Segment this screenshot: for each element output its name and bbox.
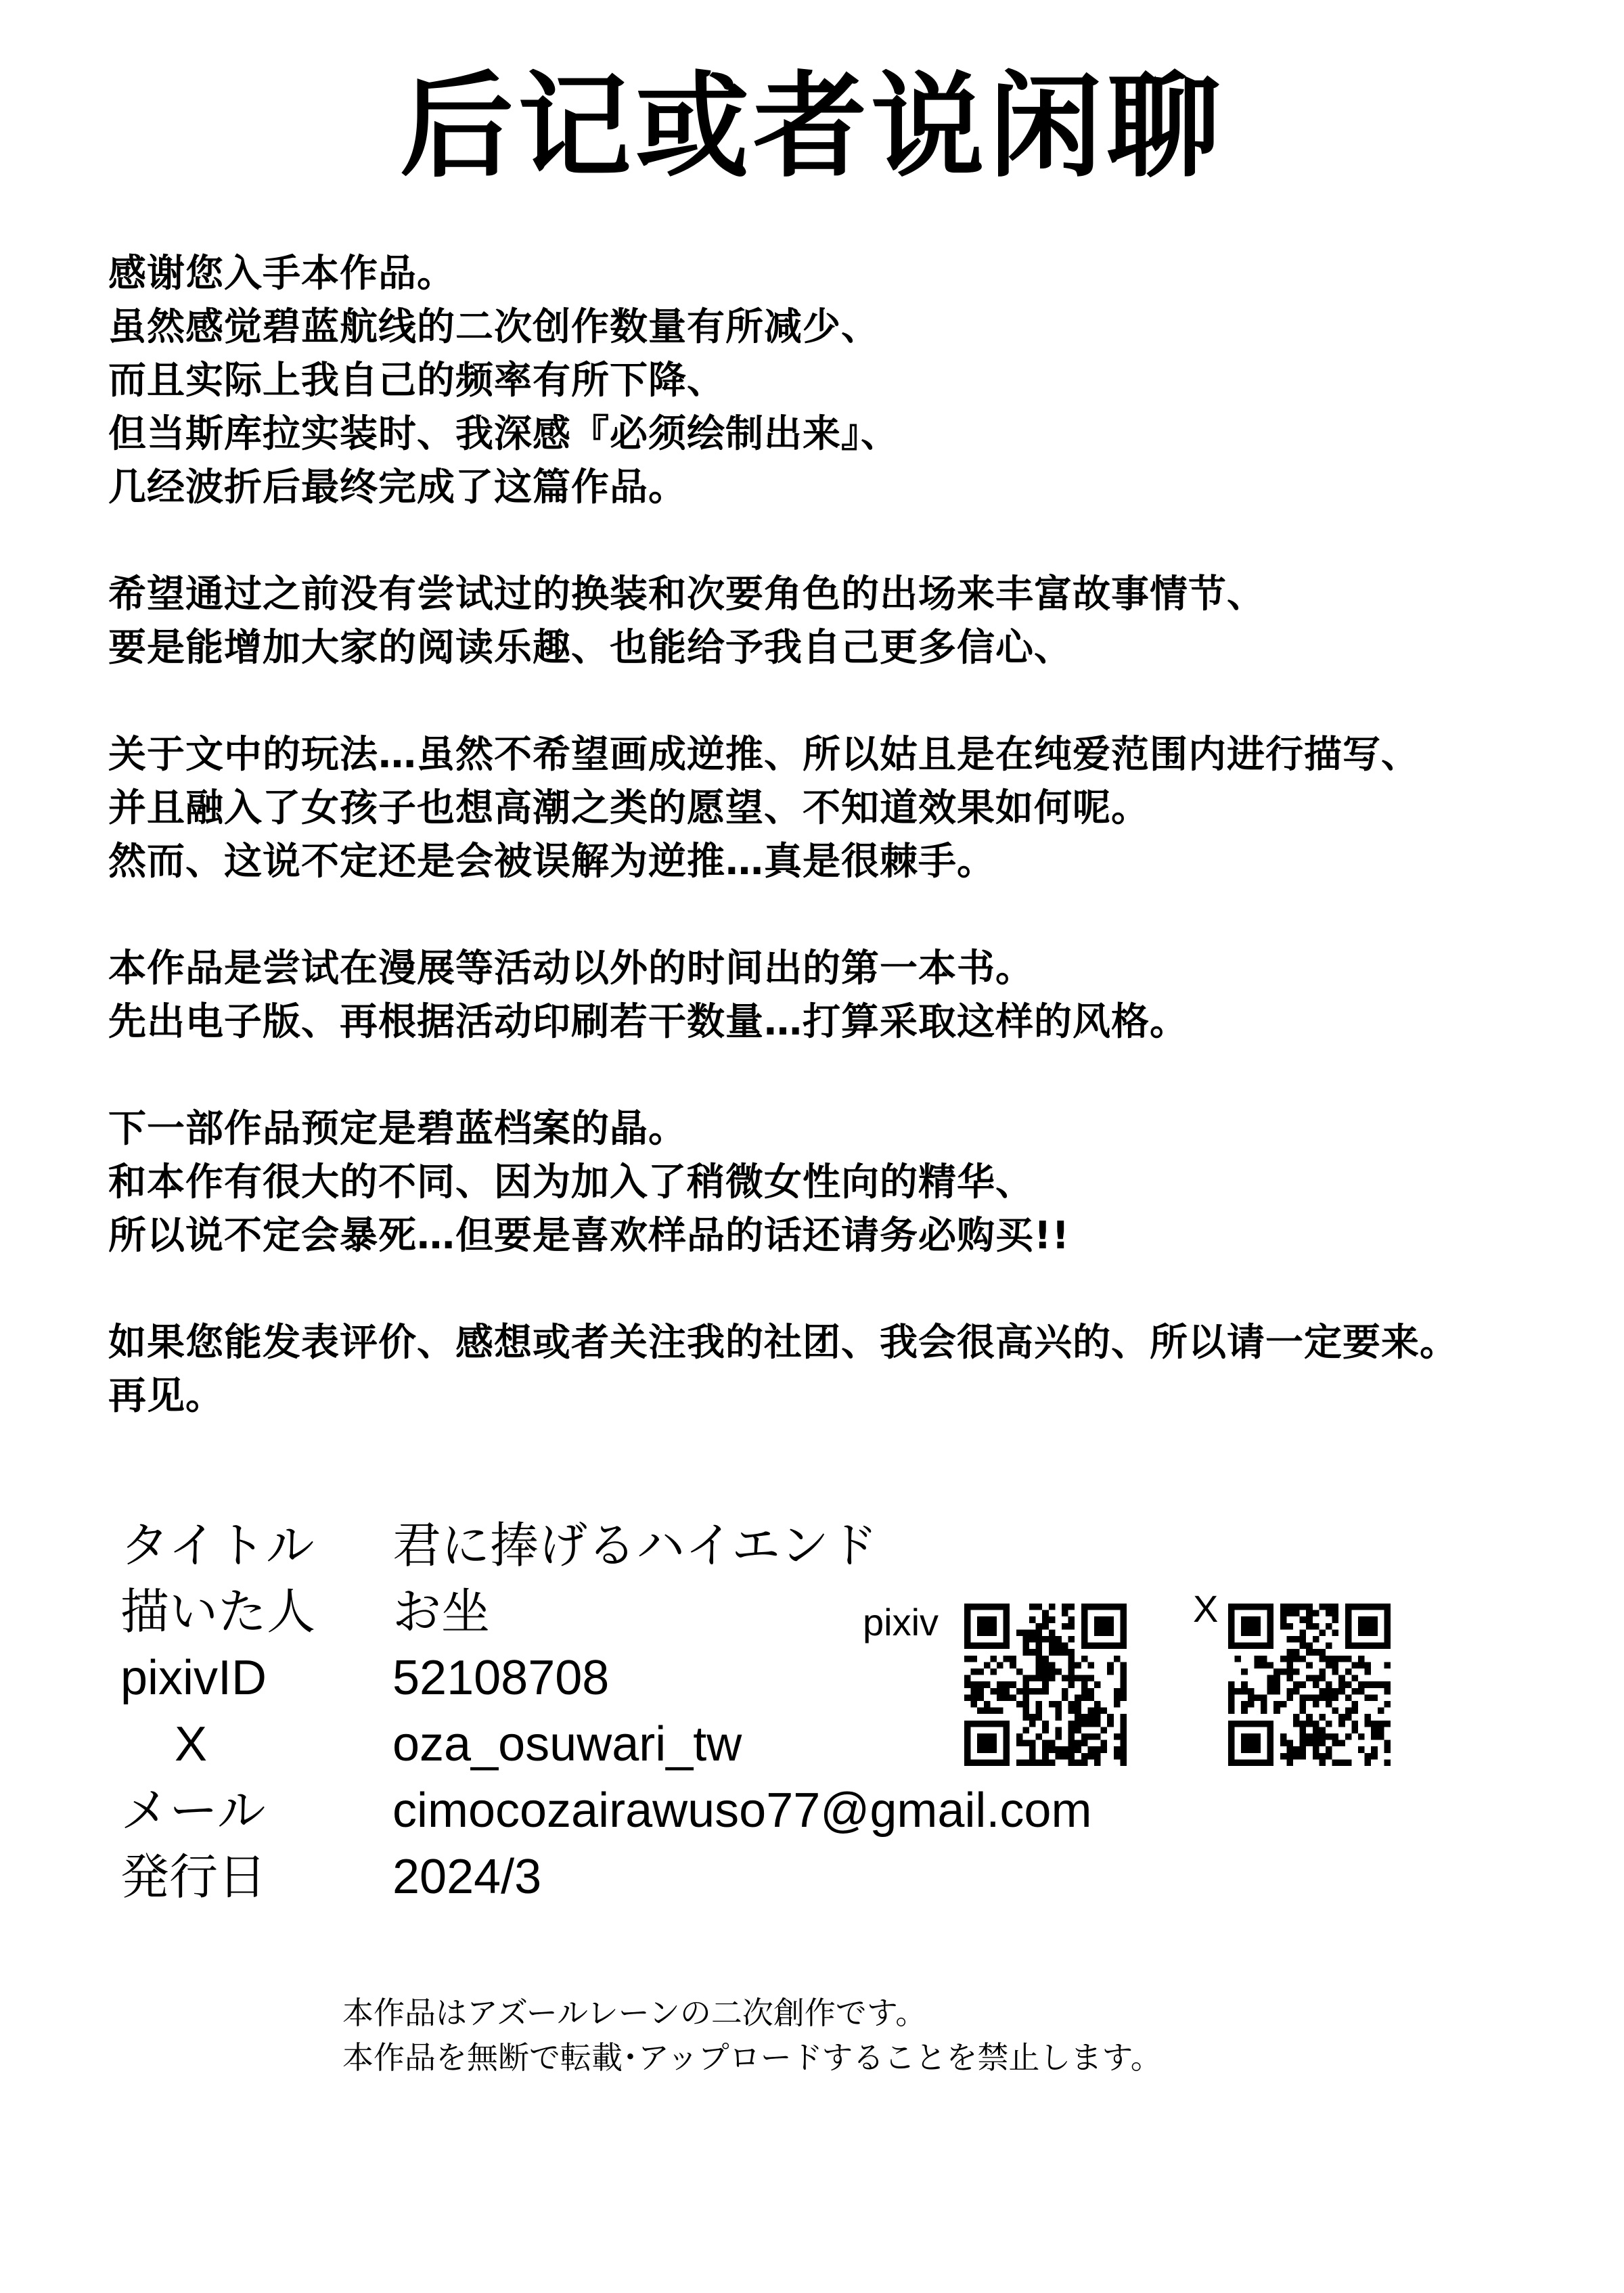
title-label: タイトル: [120, 1517, 315, 1574]
paragraph-line: 但当斯库拉实装时、我深感『必须绘制出来』、: [108, 412, 899, 456]
paragraph: [108, 1102, 1617, 1263]
paragraph-line: 要是能增加大家的阅读乐趣、也能给予我自己更多信心、: [108, 626, 1073, 670]
paragraph: [108, 942, 1617, 1049]
pixiv-id-value: 52108708: [392, 1651, 610, 1705]
x-handle-value: oza_osuwari_tw: [392, 1717, 742, 1771]
pixiv-id-label: pixivID: [120, 1651, 267, 1705]
paragraph-line: 和本作有很大的不同、因为加入了稍微女性向的精华、: [108, 1160, 1034, 1204]
paragraph-line: 先出电子版、再根据活动印刷若干数量…打算采取这样的风格。: [108, 1000, 1188, 1044]
paragraph-line: 并且融入了女孩子也想高潮之类的愿望、不知道效果如何呢。: [108, 786, 1150, 830]
paragraph-line: 再见。: [108, 1374, 224, 1418]
mail-value: cimocozairawuso77@gmail.com: [392, 1784, 1092, 1838]
paragraph-spacer: [108, 675, 1617, 728]
paragraph-line: 然而、这说不定还是会被误解为逆推…真是很棘手。: [108, 840, 995, 884]
afterword-body: [108, 247, 1617, 1423]
title-value: 君に捧げるハイエンド: [392, 1517, 878, 1574]
paragraph-line: 下一部作品预定是碧蓝档案的晶。: [108, 1107, 687, 1151]
qr-code-icon[interactable]: [1228, 1604, 1391, 1766]
paragraph-spacer: [108, 888, 1617, 942]
paragraph-line: 所以说不定会暴死…但要是喜欢样品的话还请务必购买!!: [108, 1214, 1070, 1258]
paragraph-line: 关于文中的玩法…虽然不希望画成逆推、所以姑且是在纯爱范围内进行描写、: [108, 733, 1420, 777]
notice-line: 本作品はアズールレーンの二次創作です。: [342, 1995, 927, 2031]
qr-label-pixiv: pixiv: [863, 1601, 939, 1643]
paragraph-line: 希望通过之前没有尝试过的换装和次要角色的出场来丰富故事情节、: [108, 572, 1265, 616]
paragraph-line: 如果您能发表评价、感想或者关注我的社团、我会很高兴的、所以请一定要来。: [108, 1321, 1458, 1365]
paragraph: [108, 247, 1617, 514]
paragraph-line: 几经波折后最终完成了这篇作品。: [108, 466, 687, 509]
author-label: 描いた人: [120, 1583, 316, 1640]
paragraph: [108, 728, 1617, 888]
paragraph-line: 本作品是尝试在漫展等活动以外的时间出的第一本书。: [108, 947, 1034, 991]
paragraph-line: 而且实际上我自己的频率有所下降、: [108, 359, 725, 403]
paragraph-spacer: [108, 514, 1617, 568]
page-title: 后记或者说闲聊: [400, 60, 1224, 193]
author-value: お坐: [392, 1583, 491, 1640]
mail-label: メール: [120, 1782, 266, 1839]
qr-code-icon[interactable]: [964, 1604, 1127, 1766]
paragraph-line: 感谢您入手本作品。: [108, 252, 455, 296]
paragraph-spacer: [108, 1263, 1617, 1316]
date-label: 発行日: [120, 1848, 267, 1905]
paragraph-spacer: [108, 1049, 1617, 1102]
paragraph: [108, 1316, 1617, 1423]
x-label: X: [175, 1717, 208, 1771]
notice-line: 本作品を無断で転載･アップロードすることを禁止します。: [342, 2039, 1162, 2076]
paragraph: [108, 568, 1617, 675]
paragraph-line: 虽然感觉碧蓝航线的二次创作数量有所减少、: [108, 305, 880, 349]
copyright-notice: [342, 1991, 1162, 2080]
date-value: 2024/3: [392, 1850, 542, 1904]
qr-label-x: X: [1193, 1587, 1219, 1630]
